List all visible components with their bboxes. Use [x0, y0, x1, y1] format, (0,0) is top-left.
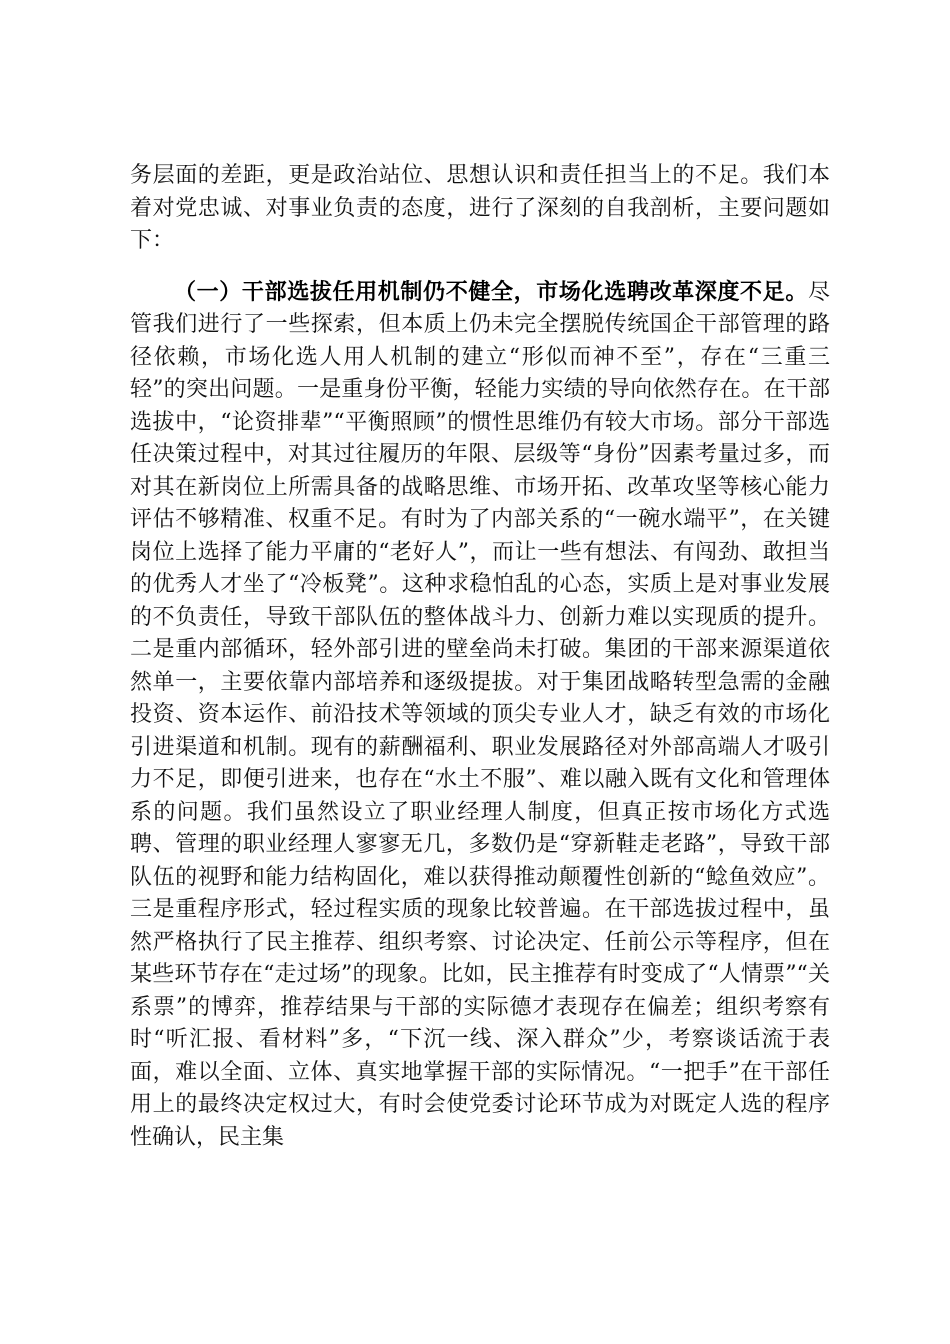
paragraph-spacer — [130, 258, 830, 277]
section-1-body: 尽管我们进行了一些探索，但本质上仍未完全摆脱传统国企干部管理的路径依赖，市场化选人用人机制的建立“形似而神不至”，存在“三重三轻”的突出问题。一是重身份平衡，轻能力实绩的导向依然存在。在干部选拔中，“论资排辈”“平衡照顾”的惯性思维仍有较大市场。部分干部选任决策过程中，对其过往履历的年限、层级等“身份”因素考量过多，而对其在新岗位上所需具备的战略思维、市场开拓、改革攻坚等核心能力评估不够精准、权重不足。有时为了内部关系的“一碗水端平”，在关键岗位上选择了能力平庸的“老好人”，而让一些有想法、有闯劲、敢担当的优秀人才坐了“冷板凳”。这种求稳怕乱的心态，实质上是对事业发展的不负责任，导致干部队伍的整体战斗力、创新力难以实现质的提升。二是重内部循环，轻外部引进的壁垒尚未打破。集团的干部来源渠道依然单一，主要依靠内部培养和逐级提拔。对于集团战略转型急需的金融投资、资本运作、前沿技术等领域的顶尖专业人才，缺乏有效的市场化引进渠道和机制。现有的薪酬福利、职业发展路径对外部高端人才吸引力不足，即便引进来，也存在“水土不服”、难以融入既有文化和管理体系的问题。我们虽然设立了职业经理人制度，但真正按市场化方式选聘、管理的职业经理人寥寥无几，多数仍是“穿新鞋走老路”，导致干部队伍的视野和能力结构固化，难以获得推动颠覆性创新的“鲶鱼效应”。三是重程序形式，轻过程实质的现象比较普遍。在干部选拔过程中，虽然严格执行了民主推荐、组织考察、讨论决定、任前公示等程序，但在某些环节存在“走过场”的现象。比如，民主推荐有时变成了“人情票”“关系票”的博弈，推荐结果与干部的实际德才表现存在偏差；组织考察有时“听汇报、看材料”多，“下沉一线、深入群众”少，考察谈话流于表面，难以全面、立体、真实地掌握干部的实际情况。“一把手”在干部任用上的最终决定权过大，有时会使党委讨论环节成为对既定人选的程序性确认，民主集 — [130, 279, 830, 1150]
body-text — [130, 160, 830, 1154]
section-1-paragraph — [130, 277, 830, 1155]
intro-paragraph: 务层面的差距，更是政治站位、思想认识和责任担当上的不足。我们本着对党忠诚、对事业负责的态度，进行了深刻的自我剖析，主要问题如下： — [130, 163, 830, 253]
section-1-heading: （一）干部选拔任用机制仍不健全，市场化选聘改革深度不足。 — [174, 279, 808, 305]
